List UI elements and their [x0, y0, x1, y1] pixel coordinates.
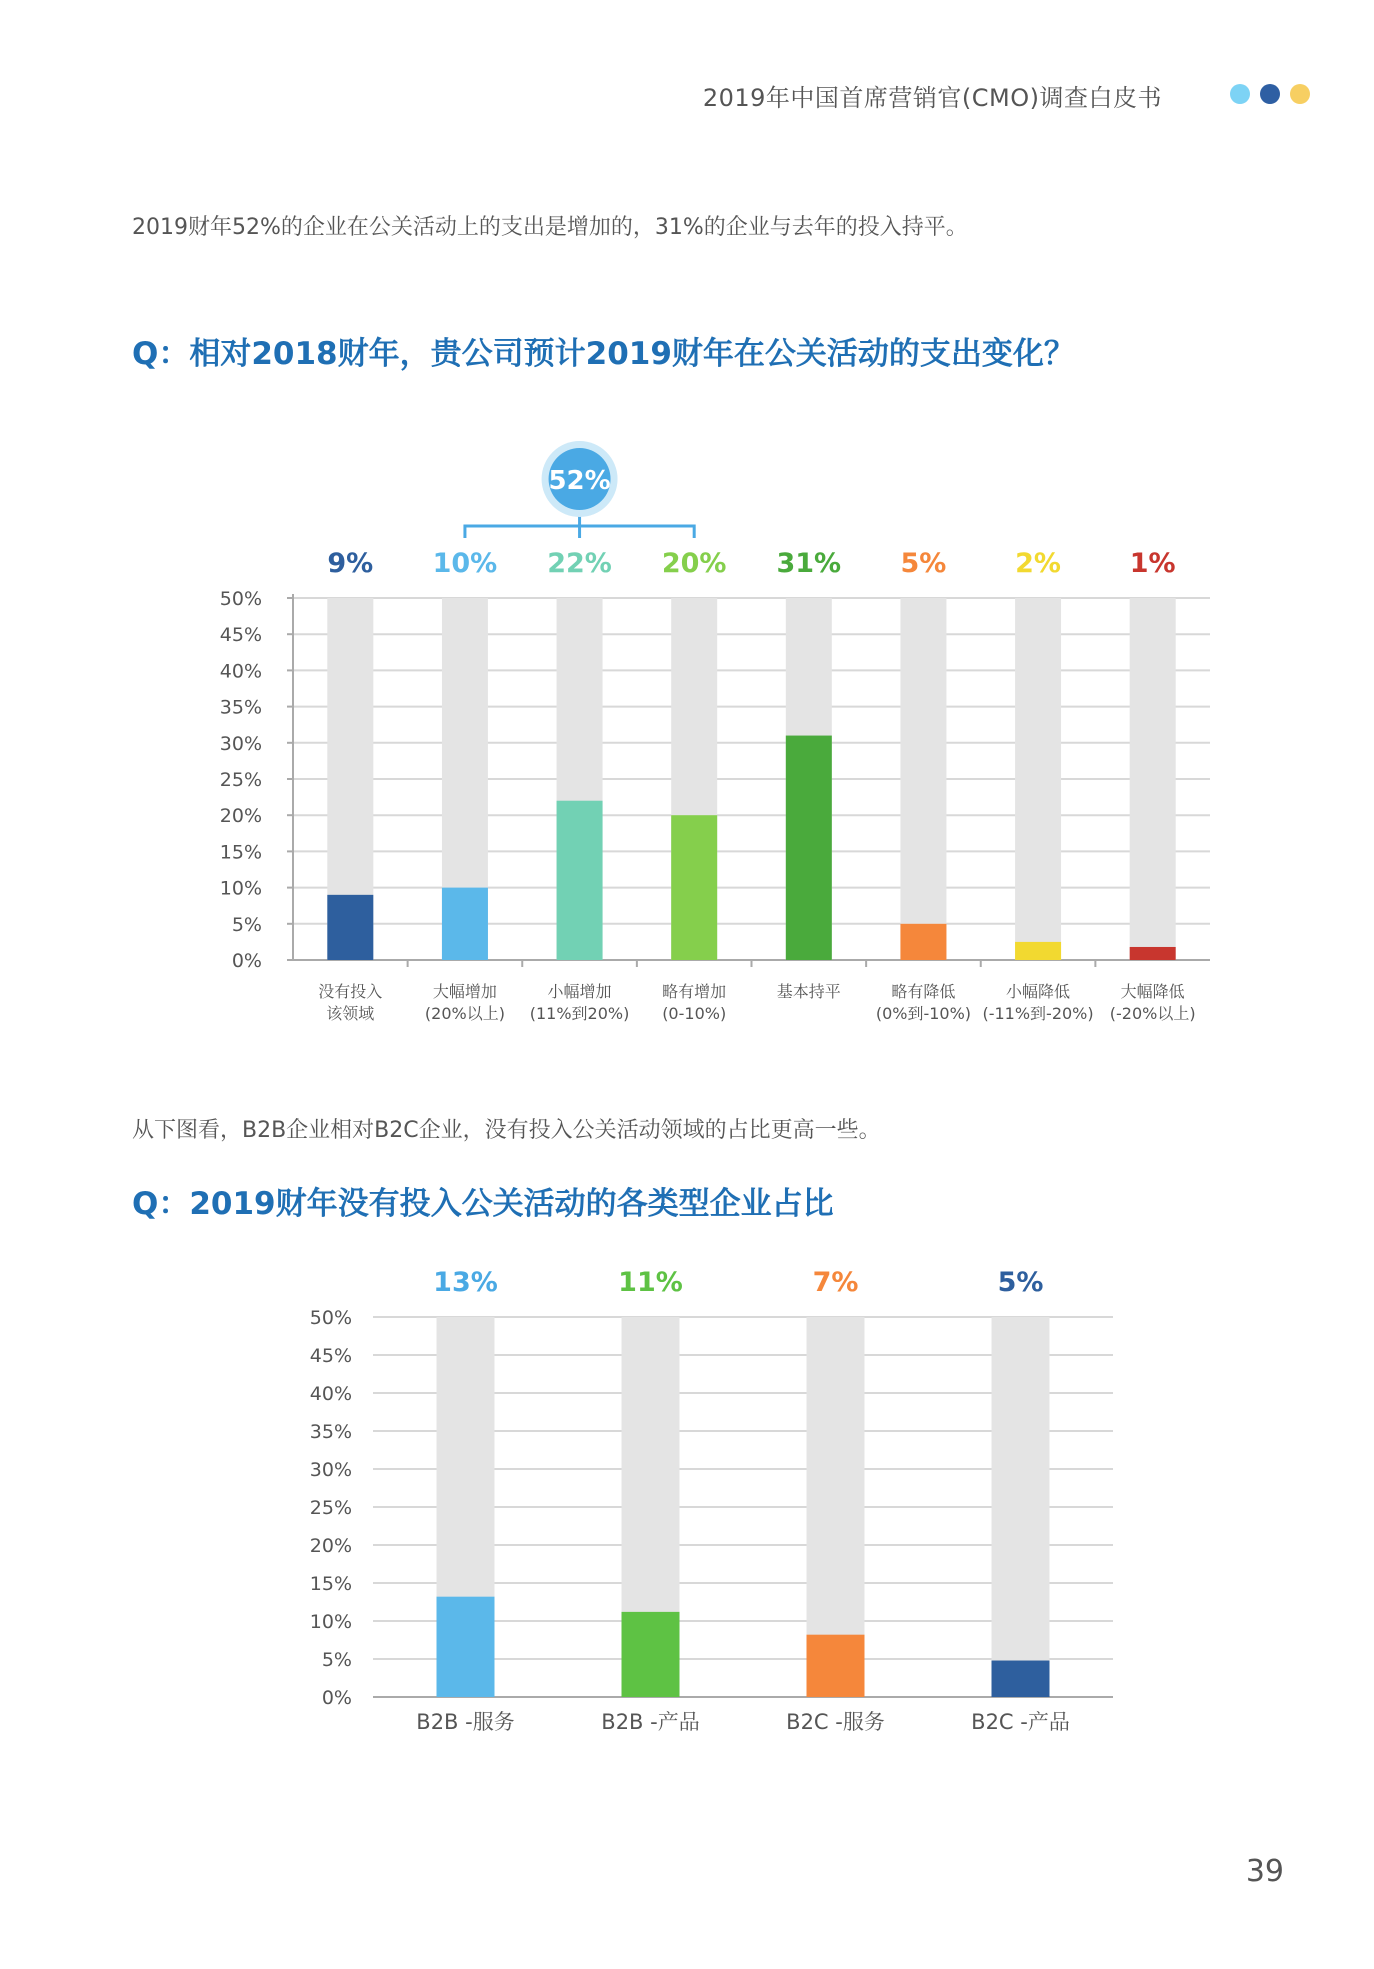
- bar: [1130, 947, 1176, 960]
- y-tick-label: 45%: [309, 1345, 352, 1367]
- y-tick-label: 15%: [309, 1573, 352, 1595]
- y-tick-label: 30%: [219, 732, 262, 755]
- y-tick-label: 35%: [309, 1421, 352, 1443]
- x-tick-label: 该领域: [326, 1004, 375, 1023]
- bar: [327, 895, 373, 960]
- bar: [900, 924, 946, 960]
- page-number: 39: [1245, 1854, 1284, 1889]
- x-tick-label: 略有降低: [891, 982, 956, 1001]
- bar: [557, 801, 603, 960]
- y-tick-label: 5%: [321, 1649, 352, 1671]
- bar: [671, 815, 717, 960]
- data-label: 31%: [776, 548, 842, 579]
- x-tick-label: (0-10%): [662, 1004, 727, 1023]
- y-tick-label: 50%: [309, 1307, 352, 1329]
- data-label: 1%: [1129, 548, 1176, 579]
- x-tick-label: 大幅增加: [432, 982, 497, 1001]
- x-tick-label: 基本持平: [776, 982, 841, 1001]
- y-tick-label: 45%: [219, 624, 262, 647]
- bar: [437, 1597, 495, 1697]
- data-label: 7%: [812, 1267, 859, 1298]
- data-label: 5%: [997, 1267, 1044, 1298]
- x-tick-label: 没有投入: [318, 982, 383, 1001]
- y-tick-label: 30%: [309, 1459, 352, 1481]
- x-tick-label: B2B -产品: [601, 1710, 700, 1734]
- header-dots: [1230, 84, 1310, 104]
- data-label: 2%: [1015, 548, 1061, 579]
- section1-intro: 2019财年52%的企业在公关活动上的支出是增加的，31%的企业与去年的投入持平。: [132, 215, 968, 240]
- data-label: 10%: [432, 548, 498, 579]
- dot-light-blue-icon: [1230, 84, 1250, 104]
- y-tick-label: 20%: [219, 805, 262, 828]
- y-tick-label: 5%: [231, 913, 262, 936]
- bar-track: [1130, 598, 1176, 960]
- x-tick-label: 大幅降低: [1120, 982, 1185, 1001]
- bar: [442, 888, 488, 960]
- header-title: 2019年中国首席营销官(CMO)调查白皮书: [702, 84, 1162, 112]
- x-tick-label: 小幅增加: [547, 982, 612, 1001]
- y-tick-label: 35%: [219, 696, 262, 719]
- y-tick-label: 10%: [219, 877, 262, 900]
- y-tick-label: 50%: [219, 588, 262, 610]
- bar: [786, 736, 832, 960]
- bar-track: [992, 1317, 1050, 1697]
- x-tick-label: (20%以上): [424, 1004, 505, 1023]
- data-label: 20%: [661, 548, 727, 579]
- y-tick-label: 40%: [309, 1383, 352, 1405]
- section2-question: Q：2019财年没有投入公关活动的各类型企业占比: [132, 1186, 834, 1222]
- x-tick-label: (0%到-10%): [875, 1004, 972, 1023]
- data-label: 13%: [433, 1267, 498, 1298]
- x-tick-label: 小幅降低: [1006, 982, 1071, 1001]
- x-tick-label: 略有增加: [662, 982, 727, 1001]
- x-tick-label: (-11%到-20%): [982, 1004, 1094, 1023]
- dot-yellow-icon: [1290, 84, 1310, 104]
- data-label: 5%: [900, 548, 947, 579]
- y-tick-label: 15%: [219, 841, 262, 864]
- x-tick-label: B2B -服务: [416, 1710, 515, 1734]
- data-label: 11%: [618, 1267, 683, 1298]
- bar: [1015, 942, 1061, 960]
- spending-change-chart: [0, 430, 1374, 1030]
- y-tick-label: 0%: [231, 950, 262, 972]
- x-tick-label: B2C -服务: [786, 1710, 885, 1734]
- x-tick-label: (-20%以上): [1109, 1004, 1196, 1023]
- y-tick-label: 20%: [309, 1535, 352, 1557]
- section1-question: Q：相对2018财年，贵公司预计2019财年在公关活动的支出变化？: [132, 336, 1075, 372]
- x-tick-label: B2C -产品: [971, 1710, 1070, 1734]
- dot-dark-blue-icon: [1260, 84, 1280, 104]
- no-investment-by-type-chart: [0, 1255, 1374, 1755]
- section2-intro: 从下图看，B2B企业相对B2C企业，没有投入公关活动领域的占比更高一些。: [132, 1118, 881, 1143]
- y-tick-label: 25%: [309, 1497, 352, 1519]
- y-tick-label: 40%: [219, 660, 262, 683]
- y-tick-label: 10%: [309, 1611, 352, 1633]
- bar-track: [1015, 598, 1061, 960]
- data-label: 9%: [327, 548, 374, 579]
- bar: [807, 1635, 865, 1697]
- data-label: 22%: [547, 548, 612, 579]
- y-tick-label: 0%: [321, 1687, 352, 1709]
- group-total-label: 52%: [548, 466, 611, 496]
- bar: [992, 1661, 1050, 1697]
- bar: [622, 1612, 680, 1697]
- y-tick-label: 25%: [219, 769, 262, 791]
- x-tick-label: (11%到20%): [529, 1004, 630, 1023]
- bar-track: [900, 598, 946, 960]
